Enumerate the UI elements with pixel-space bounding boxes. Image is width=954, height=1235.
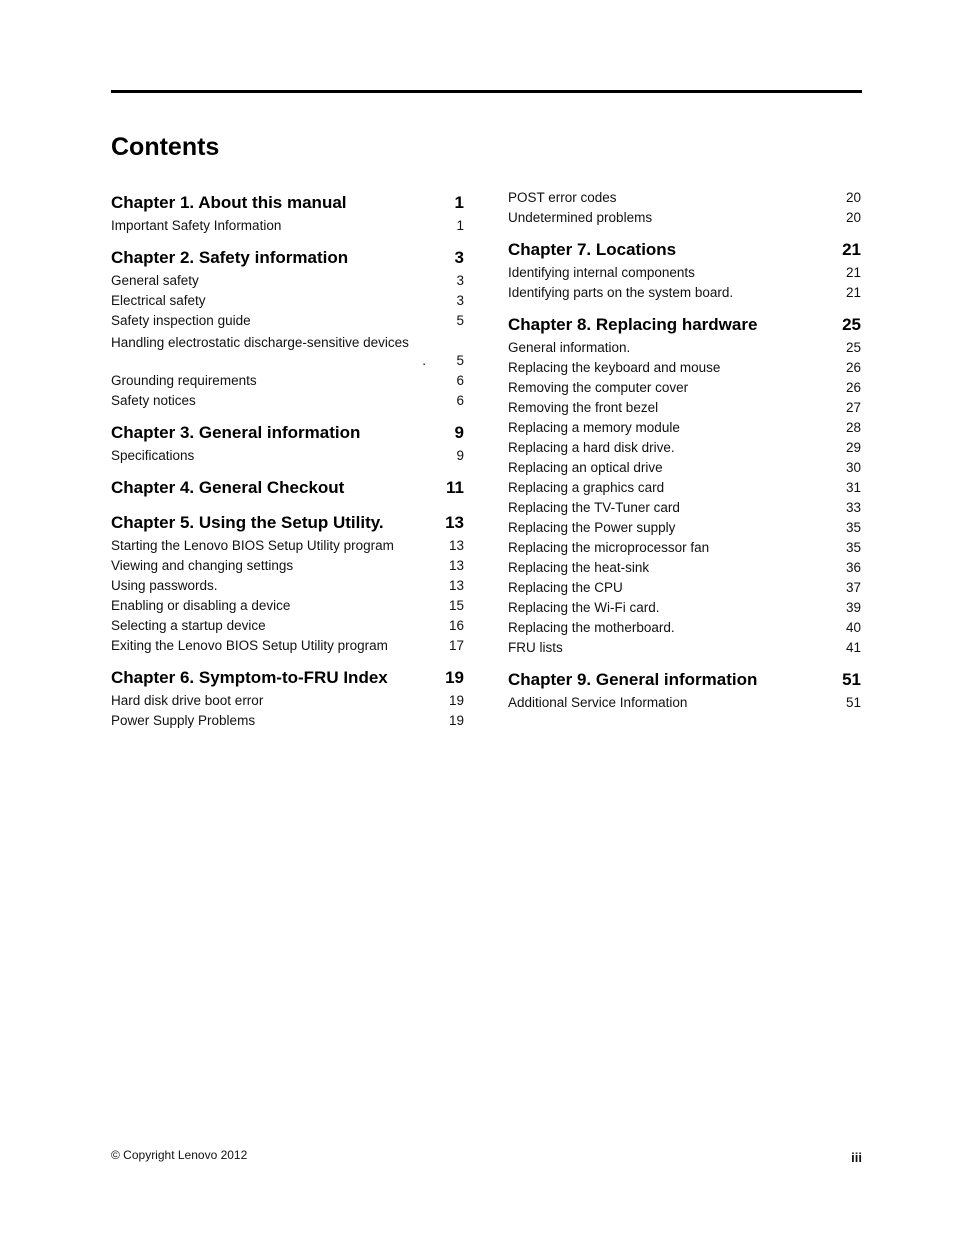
toc-chapter-entry[interactable] (508, 667, 861, 695)
page-number: 9 (454, 423, 464, 442)
page-number: 16 (448, 618, 464, 633)
toc-chapter-entry[interactable] (508, 312, 861, 340)
toc-entry[interactable] (508, 380, 861, 400)
page-number: 20 (845, 210, 861, 225)
toc-chapter-entry[interactable] (111, 510, 464, 538)
page-number: 3 (456, 293, 464, 308)
page-number: 20 (845, 190, 861, 205)
entry-title: Replacing the microprocessor fan (508, 540, 710, 555)
page-number: 1 (456, 218, 464, 233)
entry-title: General information. (508, 340, 631, 355)
page-number: 27 (845, 400, 861, 415)
toc-entry[interactable] (508, 580, 861, 600)
toc-entry[interactable] (508, 360, 861, 380)
toc-chapter-entry[interactable] (111, 245, 464, 273)
entry-title: Replacing the Wi-Fi card. (508, 600, 660, 615)
page-number: 13 (448, 558, 464, 573)
entry-title: Hard disk drive boot error (111, 693, 264, 708)
toc-entry[interactable] (508, 190, 861, 210)
section-gap (508, 305, 861, 312)
page-number: 9 (456, 448, 464, 463)
section-gap (508, 660, 861, 667)
entry-title: Grounding requirements (111, 373, 257, 388)
toc-entry[interactable] (508, 500, 861, 520)
page-number: 30 (845, 460, 861, 475)
page-number: 51 (842, 670, 861, 689)
entry-title: Removing the front bezel (508, 400, 659, 415)
page-number: 35 (845, 520, 861, 535)
entry-title: Starting the Lenovo BIOS Setup Utility program (111, 538, 394, 553)
toc-entry[interactable] (111, 293, 464, 313)
entry-title: Handling electrostatic discharge-sensitive devices (111, 335, 409, 350)
chapter-title: Chapter 5. Using the Setup Utility. (111, 513, 384, 532)
toc-entry[interactable] (111, 448, 464, 468)
toc-entry[interactable] (508, 340, 861, 360)
entry-title: Important Safety Information (111, 218, 282, 233)
toc-entry[interactable] (111, 713, 464, 733)
page-number: 13 (448, 538, 464, 553)
page-number: 19 (448, 693, 464, 708)
entry-title: General safety (111, 273, 199, 288)
toc-entry[interactable] (111, 618, 464, 638)
entry-title: Replacing the CPU (508, 580, 623, 595)
toc-entry[interactable] (508, 560, 861, 580)
section-gap (111, 238, 464, 245)
dot-leader: . (422, 353, 428, 368)
entry-title: FRU lists (508, 640, 563, 655)
toc-entry[interactable] (111, 638, 464, 658)
entry-title: Replacing a graphics card (508, 480, 665, 495)
toc-entry[interactable] (508, 420, 861, 440)
top-rule (111, 90, 862, 93)
entry-title: Exiting the Lenovo BIOS Setup Utility program (111, 638, 388, 653)
toc-entry[interactable] (111, 578, 464, 598)
page-number: 3 (454, 248, 464, 267)
page-title: Contents (111, 133, 220, 161)
page-number: 6 (456, 393, 464, 408)
toc-entry[interactable] (111, 558, 464, 578)
toc-entry[interactable] (508, 520, 861, 540)
entry-title: Specifications (111, 448, 195, 463)
section-gap (111, 468, 464, 475)
entry-title: Replacing a memory module (508, 420, 680, 435)
footer-copyright: © Copyright Lenovo 2012 (111, 1148, 248, 1162)
chapter-title: Chapter 6. Symptom-to-FRU Index (111, 668, 388, 687)
toc-entry[interactable] (111, 218, 464, 238)
section-gap (111, 413, 464, 420)
page-number: 21 (845, 265, 861, 280)
entry-title: Using passwords. (111, 578, 218, 593)
toc-entry[interactable] (508, 285, 861, 305)
toc-chapter-entry[interactable] (111, 475, 464, 503)
page-number: 19 (448, 713, 464, 728)
entry-title: Replacing the TV-Tuner card (508, 500, 680, 515)
entry-title: Power Supply Problems (111, 713, 256, 728)
page-number: 5 (456, 313, 464, 328)
entry-title: POST error codes (508, 190, 617, 205)
page-number: 13 (448, 578, 464, 593)
entry-title: Additional Service Information (508, 695, 688, 710)
page-number: 15 (448, 598, 464, 613)
page-number: 19 (445, 668, 464, 687)
page-number: 35 (845, 540, 861, 555)
page-number: 17 (448, 638, 464, 653)
toc-entry[interactable] (508, 620, 861, 640)
toc-chapter-entry[interactable] (508, 237, 861, 265)
page-number: 31 (845, 480, 861, 495)
entry-title: Safety notices (111, 393, 196, 408)
section-gap (111, 658, 464, 665)
page-number: 39 (845, 600, 861, 615)
toc-entry[interactable] (508, 265, 861, 285)
page-number: 28 (845, 420, 861, 435)
toc-entry[interactable] (111, 693, 464, 713)
page-number: 3 (456, 273, 464, 288)
entry-title: Identifying parts on the system board. (508, 285, 734, 300)
chapter-title: Chapter 3. General information (111, 423, 361, 442)
toc-entry[interactable] (508, 695, 861, 715)
chapter-title: Chapter 7. Locations (508, 240, 677, 259)
toc-chapter-entry[interactable] (111, 190, 464, 218)
entry-title: Replacing a hard disk drive. (508, 440, 675, 455)
footer-page-number: iii (851, 1150, 862, 1165)
page-number: 33 (845, 500, 861, 515)
page-number: 13 (445, 513, 464, 532)
entry-title: Enabling or disabling a device (111, 598, 291, 613)
toc-entry[interactable] (508, 440, 861, 460)
toc-chapter-entry[interactable] (111, 665, 464, 693)
page-number: 5 (456, 353, 464, 368)
entry-title: Replacing an optical drive (508, 460, 663, 475)
entry-title: Identifying internal components (508, 265, 695, 280)
page-number: 25 (845, 340, 861, 355)
toc-entry[interactable] (111, 373, 464, 393)
page-number: 6 (456, 373, 464, 388)
toc-chapter-entry[interactable] (111, 420, 464, 448)
page-number: 41 (845, 640, 861, 655)
chapter-title: Chapter 9. General information (508, 670, 758, 689)
toc-entry[interactable] (111, 313, 464, 333)
toc-entry[interactable] (508, 210, 861, 230)
page-number: 21 (842, 240, 861, 259)
entry-title: Replacing the heat-sink (508, 560, 650, 575)
page-number: 21 (845, 285, 861, 300)
page-number: 11 (446, 478, 464, 497)
section-gap (111, 503, 464, 510)
toc-entry[interactable] (111, 333, 464, 373)
toc-left-column (111, 190, 464, 733)
toc-entry[interactable] (508, 600, 861, 620)
entry-title: Replacing the keyboard and mouse (508, 360, 721, 375)
page-number: 40 (845, 620, 861, 635)
entry-title: Replacing the motherboard. (508, 620, 675, 635)
toc-entry[interactable] (508, 480, 861, 500)
toc-entry[interactable] (508, 460, 861, 480)
toc-entry[interactable] (508, 540, 861, 560)
page-number: 26 (845, 360, 861, 375)
entry-title: Replacing the Power supply (508, 520, 676, 535)
entry-title: Electrical safety (111, 293, 206, 308)
toc-entry[interactable] (111, 273, 464, 293)
page-number: 37 (845, 580, 861, 595)
chapter-title: Chapter 1. About this manual (111, 193, 347, 212)
page-number: 26 (845, 380, 861, 395)
page-number: 25 (842, 315, 861, 334)
toc-entry[interactable] (508, 400, 861, 420)
entry-title: Removing the computer cover (508, 380, 689, 395)
entry-title: Viewing and changing settings (111, 558, 294, 573)
entry-title: Selecting a startup device (111, 618, 266, 633)
page-number: 29 (845, 440, 861, 455)
toc-entry[interactable] (508, 640, 861, 660)
toc-entry[interactable] (111, 538, 464, 558)
page-number: 51 (845, 695, 861, 710)
section-gap (508, 230, 861, 237)
toc-entry[interactable] (111, 393, 464, 413)
page-number: 1 (454, 193, 464, 212)
toc-entry[interactable] (111, 598, 464, 618)
entry-title: Undetermined problems (508, 210, 653, 225)
entry-title: Safety inspection guide (111, 313, 251, 328)
chapter-title: Chapter 4. General Checkout (111, 478, 345, 497)
page-number: 36 (845, 560, 861, 575)
chapter-title: Chapter 2. Safety information (111, 248, 349, 267)
chapter-title: Chapter 8. Replacing hardware (508, 315, 758, 334)
toc-right-column (508, 190, 861, 715)
